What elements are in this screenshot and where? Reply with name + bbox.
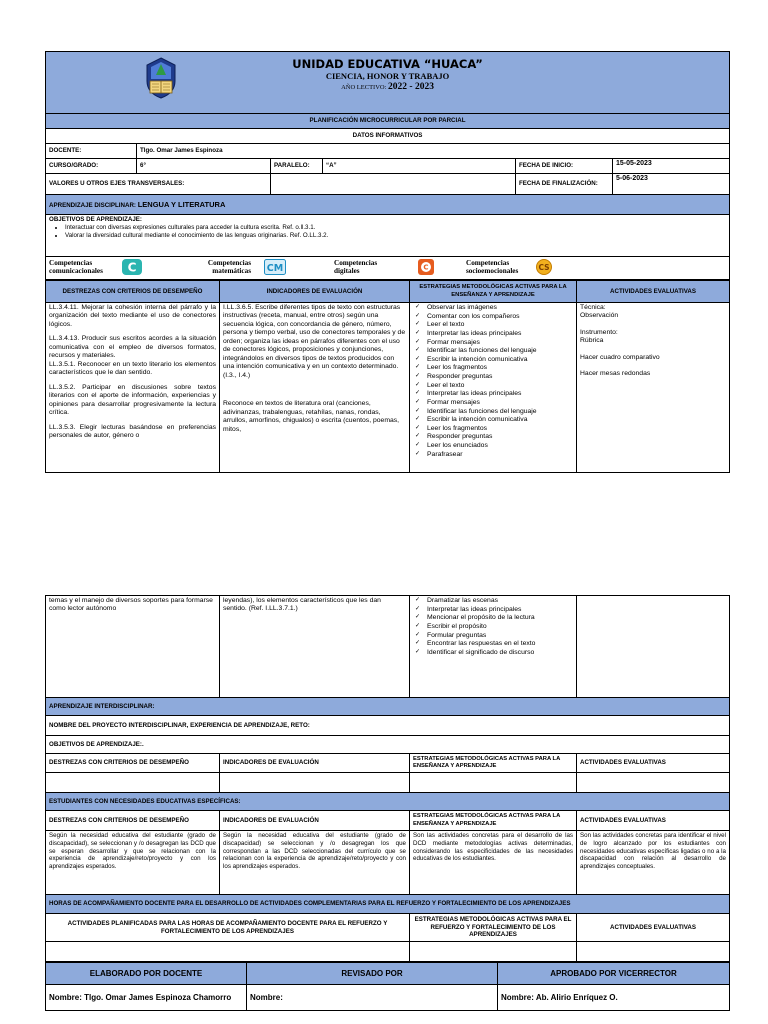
- objetivo-item: • Interactuar con diversas expresiones culturales para acceder la cultura escrita. Ref. o.ll.3.1.: [65, 224, 726, 232]
- school-year: [46, 82, 729, 94]
- destreza-item: LL.3.5.1. Reconocer en un texto literario los elementos característicos que le dan sentido.: [49, 360, 216, 377]
- svg-text:C: C: [127, 260, 137, 275]
- competencia-c-icon: [122, 259, 142, 275]
- fecha-fin-label: FECHA DE FINALIZACIÓN:: [516, 174, 613, 195]
- school-header: [46, 52, 730, 114]
- inter-empty-cell: [577, 773, 730, 793]
- destrezas-cell: [46, 303, 220, 473]
- planning-title: PLANIFICACIÓN MICROCURRICULAR POR PARCIAL: [46, 114, 730, 129]
- curso-label: CURSO/GRADO:: [46, 159, 137, 174]
- aprobado-header: APROBADO POR VICERRECTOR: [498, 963, 730, 985]
- instrumento-label: Instrumento:: [580, 328, 618, 336]
- estrategia-item: ✓ Observar las imágenes: [413, 304, 573, 313]
- destreza-item: LL.3.4.13. Producir sus escritos acordes a la situación comunicativa con el empleo de diversos formatos, recursos y materiales.: [49, 335, 216, 360]
- actividad-item: Hacer mesas redondas: [580, 370, 651, 378]
- svg-text:C: C: [423, 263, 429, 272]
- header-table: [45, 51, 730, 280]
- estrategia-item: ✓ Leer los fragmentos: [413, 364, 573, 373]
- col-estrategias-header: ESTRATEGIAS METODOLÓGICAS ACTIVAS PARA LA ENSEÑANZA Y APRENDIZAJE: [410, 754, 577, 773]
- col-destrezas-header: DESTREZAS CON CRITERIOS DE DESEMPEÑO: [46, 754, 220, 773]
- page-1: [45, 51, 729, 473]
- estrategia-item: ✓ Identificar el significado de discurso: [413, 649, 573, 658]
- aprendizaje-label: APRENDIZAJE DISCIPLINAR:: [49, 201, 136, 209]
- firmas-table: [45, 962, 730, 1011]
- tecnica-value: Observación: [580, 312, 619, 320]
- svg-text:CM: CM: [266, 263, 284, 274]
- competencia-digital: Competencias digitales: [334, 259, 378, 275]
- col-estrategias-header: ESTRATEGIAS METODOLÓGICAS ACTIVAS PARA LA ENSEÑANZA Y APRENDIZAJE: [410, 811, 577, 831]
- docente-label: DOCENTE:: [46, 144, 137, 159]
- estrategia-item: ✓ Identificar las funciones del lenguaje: [413, 408, 573, 417]
- objetivos-cell: [46, 215, 730, 257]
- estrategia-item: ✓ Escribir la intención comunicativa: [413, 416, 573, 425]
- estrategia-item: ✓ Formular preguntas: [413, 632, 573, 641]
- destreza-item: LL.3.5.3. Elegir lecturas basándose en preferencias personales de autor, género o: [49, 423, 216, 440]
- estrategias-cont-cell: [410, 596, 577, 698]
- aprendizaje-value: LENGUA Y LITERATURA: [137, 199, 226, 209]
- svg-text:CS: CS: [538, 263, 550, 272]
- col-indicadores-header: INDICADORES DE EVALUACIÓN: [220, 811, 410, 831]
- estrategia-item: ✓ Formar mensajes: [413, 339, 573, 348]
- nombre-docente: Nombre: Tlgo. Omar James Espinoza Chamorro: [46, 985, 247, 1011]
- col-indicadores-header: INDICADORES DE EVALUACIÓN: [220, 754, 410, 773]
- estrategia-item: ✓ Dramatizar las escenas: [413, 597, 573, 606]
- objetivo-item: • Valorar la diversidad cultural mediante el conocimiento de las lenguas originarias. Ref. O.LL.3.2.: [65, 232, 726, 240]
- col-actividades-header: ACTIVIDADES EVALUATIVAS: [577, 754, 730, 773]
- horas-col2-header: ESTRATEGIAS METODOLÓGICAS ACTIVAS PARA EL REFUERZO Y FORTALECIMIENTO DE LOS APRENDIZAJES: [410, 914, 577, 942]
- inter-empty-cell: [46, 773, 220, 793]
- destreza-item: LL.3.4.11. Mejorar la cohesión interna del párrafo y la organización del texto mediante el uso de conectores lógicos.: [49, 304, 216, 328]
- col-actividades-header: ACTIVIDADES EVALUATIVAS: [577, 281, 730, 303]
- revisado-header: REVISADO POR: [247, 963, 498, 985]
- interdisciplinar-label: APRENDIZAJE INTERDISCIPLINAR:: [46, 698, 730, 716]
- col-destrezas-header: DESTREZAS CON CRITERIOS DE DESEMPEÑO: [46, 281, 220, 303]
- indicador-item: I.LL.3.6.5. Escribe diferentes tipos de texto con estructuras instructivas (receta, manual, entre otros) según una secuencia lógica, con concordancia de género, número, persona y tiempo verbal, uso de conectores temporales y de orden; organiza las ideas en párrafos diferentes con el uso de conectores lógicos, proposiciones y conjunciones, integrándolos en diversos tipos de textos producidos con una intención comunicativa y en un contexto determinado. (I.3., I.4.): [223, 304, 406, 379]
- horas-col3-header: ACTIVIDADES EVALUATIVAS: [577, 914, 730, 942]
- paralelo-value: “A”: [323, 159, 516, 174]
- estrategia-item: ✓ Escribir la intención comunicativa: [413, 356, 573, 365]
- docente-value: Tlgo. Omar James Espinoza: [137, 144, 730, 159]
- competencias-row: [46, 257, 730, 280]
- nee-indicadores: Según la necesidad educativa del estudiante (grado de discapacidad) se seleccionan y /o desagregan los que correspondan a las DCD seleccionadas del currículo que se relacionan con la experiencia de aprendizaje/reto/proyecto y con los aprendizajes esperados.: [220, 831, 410, 895]
- estrategias-list: [413, 304, 573, 459]
- competencia-comunicacional: Competencias comunicacionales: [49, 259, 103, 275]
- competencia-cd-icon: [416, 259, 436, 275]
- estrategia-item: ✓ Responder preguntas: [413, 433, 573, 442]
- estrategia-item: ✓ Leer el texto: [413, 382, 573, 391]
- nee-estrategias: Son las actividades concretas para el desarrollo de las DCD mediante metodologías activas determinadas, considerando las especificidades de las necesidades educativas de los estudiantes.: [410, 831, 577, 895]
- estrategia-item: ✓ Comentar con los compañeros: [413, 313, 573, 322]
- destreza-item: LL.3.5.2. Participar en discusiones sobre textos literarios con el aporte de información, experiencias y opiniones para desarrollar progresivamente la lectura crítica.: [49, 383, 216, 417]
- objetivos-inter-label: OBJETIVOS DE APRENDIZAJE:.: [46, 736, 730, 754]
- estrategia-item: ✓ Identificar las funciones del lenguaje: [413, 347, 573, 356]
- col-estrategias-header: ESTRATEGIAS METODOLÓGICAS ACTIVAS PARA LA ENSEÑANZA Y APRENDIZAJE: [410, 281, 577, 303]
- nee-label: ESTUDIANTES CON NECESIDADES EDUCATIVAS ESPECÍFICAS:: [46, 793, 730, 811]
- destrezas-cont-cell: temas y el manejo de diversos soportes para formarse como lector autónomo: [46, 596, 220, 698]
- paralelo-label: PARALELO:: [271, 159, 323, 174]
- estrategia-item: ✓ Interpretar las ideas principales: [413, 390, 573, 399]
- estrategia-item: ✓ Leer los fragmentos: [413, 425, 573, 434]
- estrategias-list: [413, 597, 573, 657]
- year-label: AÑO LECTIVO:: [341, 84, 387, 91]
- horas-col1-header: ACTIVIDADES PLANIFICADAS PARA LAS HORAS DE ACOMPAÑAMIENTO DOCENTE PARA EL REFUERZO Y FORTALECIMIENTO DE LOS APRENDIZAJES: [46, 914, 410, 942]
- actividades-cell: [577, 303, 730, 473]
- col-indicadores-header: INDICADORES DE EVALUACIÓN: [220, 281, 410, 303]
- page-2: [45, 595, 729, 1011]
- horas-empty-cell: [577, 942, 730, 962]
- nee-actividades: Son las actividades concretas para identificar el nivel de logro alcanzado por los estudiantes con necesidades educativas específicas ligadas o no a la discapacidad con relación al desarrollo de aprendizajes conceptuales.: [577, 831, 730, 895]
- proyecto-label: NOMBRE DEL PROYECTO INTERDISCIPLINAR, EXPERIENCIA DE APRENDIZAJE, RETO:: [46, 716, 730, 736]
- actividades-cont-cell: [577, 596, 730, 698]
- page2-content-table: [45, 595, 730, 962]
- estrategia-item: ✓ Leer el texto: [413, 321, 573, 330]
- page1-content-table: [45, 280, 730, 473]
- nombre-revisor: Nombre:: [247, 985, 498, 1011]
- competencia-cs-icon: [534, 259, 554, 275]
- school-name: UNIDAD EDUCATIVA “HUACA”: [292, 57, 483, 71]
- instrumento-value: Rúbrica: [580, 337, 604, 345]
- competencia-socioemocional: Competencias socioemocionales: [466, 259, 519, 275]
- info-title: DATOS INFORMATIVOS: [46, 129, 730, 144]
- tecnica-label: Técnica:: [580, 304, 606, 311]
- estrategia-item: ✓ Responder preguntas: [413, 373, 573, 382]
- estrategia-item: ✓ Formar mensajes: [413, 399, 573, 408]
- fecha-inicio-label: FECHA DE INICIO:: [516, 159, 613, 174]
- horas-empty-cell: [46, 942, 410, 962]
- actividad-item: Hacer cuadro comparativo: [580, 353, 660, 361]
- indicador-item: Reconoce en textos de literatura oral (canciones, adivinanzas, trabalenguas, retahílas, nanas, rondas, arrullos, amorfinos, chigualos) o escrita (cuentos, poemas, mitos,: [223, 400, 400, 433]
- valores-label: VALORES U OTROS EJES TRANSVERSALES:: [46, 174, 271, 195]
- estrategia-item: ✓ Mencionar el propósito de la lectura: [413, 614, 573, 623]
- estrategia-item: ✓ Parafrasear: [413, 451, 573, 460]
- fecha-fin-value: 5-06-2023: [613, 174, 730, 195]
- school-motto: CIENCIA, HONOR Y TRABAJO: [325, 71, 450, 81]
- indicadores-cell: [220, 303, 410, 473]
- valores-value: [271, 174, 516, 195]
- inter-empty-cell: [410, 773, 577, 793]
- nombre-vicerrector: Nombre: Ab. Alirio Enríquez O.: [498, 985, 730, 1011]
- col-destrezas-header: DESTREZAS CON CRITERIOS DE DESEMPEÑO: [46, 811, 220, 831]
- inter-empty-cell: [220, 773, 410, 793]
- estrategia-item: ✓ Escribir el propósito: [413, 623, 573, 632]
- col-actividades-header: ACTIVIDADES EVALUATIVAS: [577, 811, 730, 831]
- estrategia-item: ✓ Interpretar las ideas principales: [413, 330, 573, 339]
- estrategia-item: ✓ Leer los enunciados: [413, 442, 573, 451]
- estrategias-cell: [410, 303, 577, 473]
- fecha-inicio-value: 15-05-2023: [613, 159, 730, 174]
- indicadores-cont-cell: leyendas), los elementos característicos que les dan sentido. (Ref. I.LL.3.7.1.): [220, 596, 410, 698]
- objetivos-label: OBJETIVOS DE APRENDIZAJE:: [49, 216, 142, 223]
- year-value: 2022 - 2023: [388, 82, 434, 92]
- competencia-cm-icon: [264, 259, 286, 275]
- curso-value: 6°: [137, 159, 271, 174]
- estrategia-item: ✓ Encontrar las respuestas en el texto: [413, 640, 573, 649]
- elaborado-header: ELABORADO POR DOCENTE: [46, 963, 247, 985]
- competencia-matematica: Competencias matemáticas: [207, 259, 251, 275]
- horas-label: HORAS DE ACOMPAÑAMIENTO DOCENTE PARA EL DESARROLLO DE ACTIVIDADES COMPLEMENTARIAS PARA EL REFUERZO Y FORTALECIMIENTO DE LOS APRENDIZAJES: [46, 895, 730, 914]
- aprendizaje-disciplinar: [46, 195, 730, 215]
- estrategia-item: ✓ Interpretar las ideas principales: [413, 606, 573, 615]
- nee-destrezas: Según la necesidad educativa del estudiante (grado de discapacidad), se seleccionan y /o desagregan las DCD que se esperan desarrollar y que se relacionan con la experiencia de aprendizaje/reto/proyecto y con los aprendizajes esperados.: [46, 831, 220, 895]
- horas-empty-cell: [410, 942, 577, 962]
